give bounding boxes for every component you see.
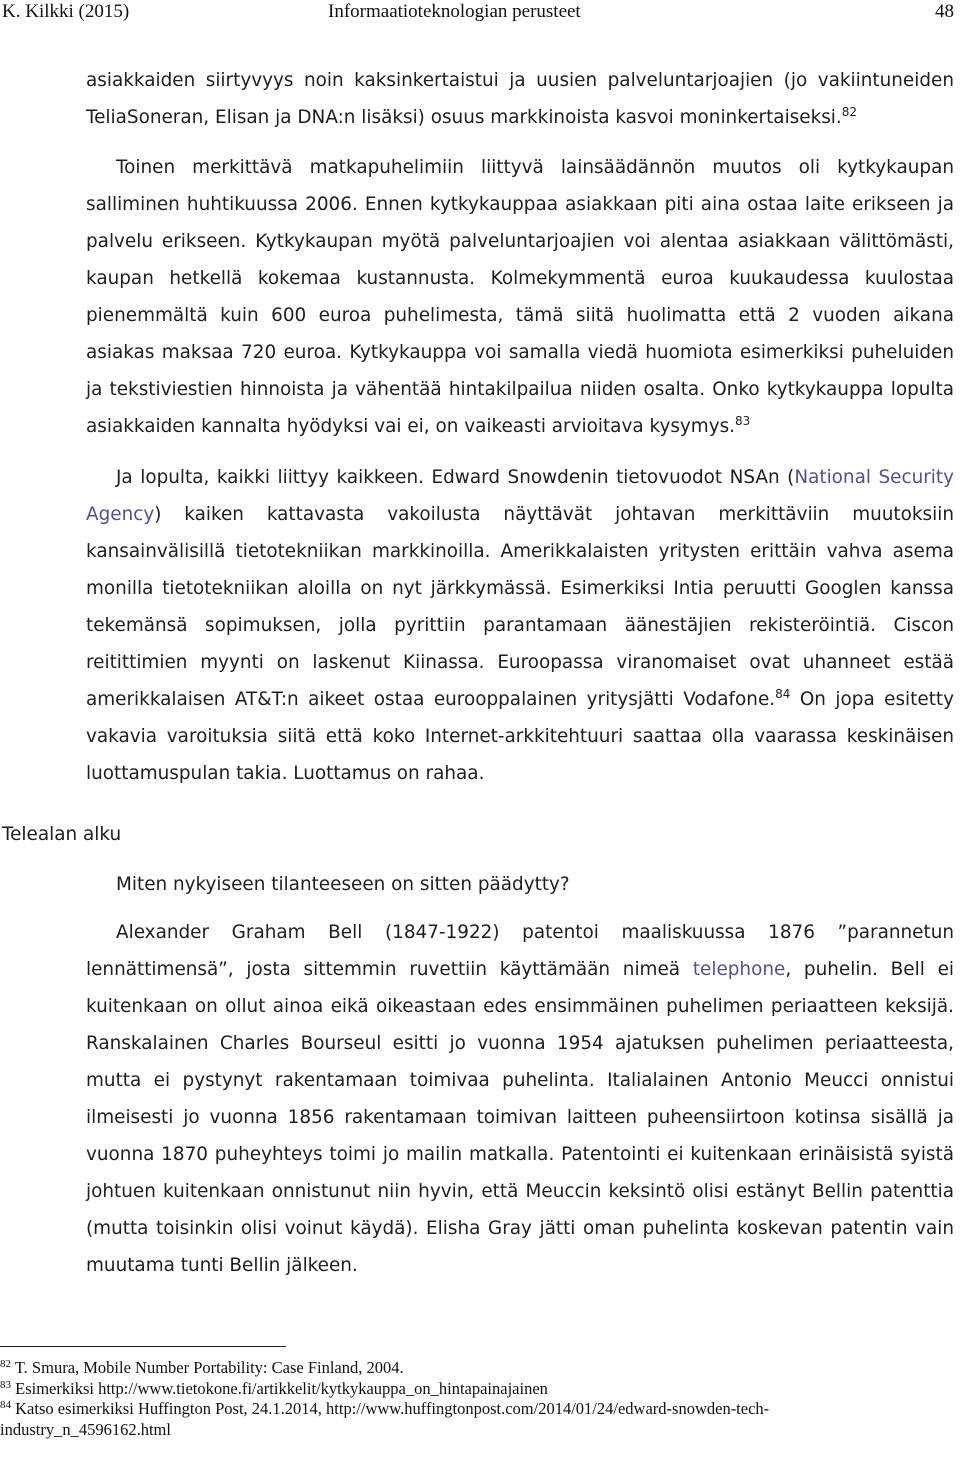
footnote-number: 84 xyxy=(0,1399,11,1411)
paragraph-4-text-b: , puhelin. Bell ei kuitenkaan on ollut ainoa eikä oikeastaan edes ensimmäinen puhelimen periaatteen keksijä. Ranskalainen Charles Bourseul esitti jo vuonna 1954 ajatuksen puhelimen periaatteesta, mutta ei pystynyt rakentamaan toimivaa puhelinta. Italialainen Antonio Meucci onnistui ilmeisesti jo vuonna 1856 rakentamaan toimivan laitteen puheensiirtoon kotinsa sisällä ja vuonna 1870 puheyhteys toimi jo mailin matkalla. Patentointi ei kuitenkaan erinäisistä syistä johtuen kuitenkaan onnistunut niin hyvin, että Meuccin keksintö olisi estänyt Bellin patenttia (mutta toisinkin olisi voinut käydä). Elisha Gray jätti oman puhelinta koskevan patentin vain muutama tunti Bellin jälkeen. xyxy=(86,959,954,1276)
footnote-divider xyxy=(0,1346,286,1347)
paragraph-3-text-a: Ja lopulta, kaikki liittyy kaikkeen. Edward Snowdenin tietovuodot NSAn ( xyxy=(116,467,795,488)
paragraph-3-text-c: On jopa esitetty vakavia varoituksia siitä että koko Internet-arkkitehtuuri saattaa olla vaarassa keskinäisen luottamuspulan takia. Luottamus on rahaa. xyxy=(86,689,954,784)
header-author: K. Kilkki (2015) xyxy=(2,1,130,22)
paragraph-1 xyxy=(86,62,954,136)
paragraph-2-text: Toinen merkittävä matkapuhelimiin liittyvä lainsäädännön muutos oli kytkykaupan salliminen huhtikuussa 2006. Ennen kytkykauppaa asiakkaan piti aina ostaa laite erikseen ja palvelu erikseen. Kytkykaupan myötä palveluntarjoajien voi alentaa asiakkaan välittömästi, kaupan hetkellä kokemaa kustannusta. Kolmekymmentä euroa kuukaudessa kuulostaa pienemmältä kuin 600 euroa puhelimesta, tämä siitä huolimatta että 2 vuoden aikana asiakas maksaa 720 euroa. Kytkykauppa voi samalla viedä huomiota esimerkiksi puheluiden ja tekstiviestien hinnoista ja vähentää hintakilpailua niiden osalta. Onko kytkykauppa lopulta asiakkaiden kannalta hyödyksi vai ei, on vaikeasti arvioitava kysymys. xyxy=(86,157,954,437)
paragraph-2 xyxy=(86,149,954,445)
footnote-number: 83 xyxy=(0,1378,11,1391)
paragraph-4 xyxy=(86,914,954,1284)
paragraph-4-text-a: Alexander Graham Bell (1847-1922) patentoi maaliskuussa 1876 ”parannetun lennättimensä”, josta sittemmin ruvettiin käyttämään nimeä xyxy=(86,922,954,980)
footnote-ref-83[interactable]: 83 xyxy=(735,414,751,428)
paragraph-3 xyxy=(86,459,954,792)
footnotes xyxy=(0,1358,940,1440)
section-label: Telealan alku xyxy=(2,824,122,845)
section-question xyxy=(86,866,954,903)
paragraph-1-text: asiakkaiden siirtyvyys noin kaksinkertaistui ja uusien palveluntarjoajien (jo vakiintuneiden TeliaSoneran, Elisan ja DNA:n lisäksi) osuus markkinoista kasvoi moninkertaiseksi. xyxy=(86,70,954,128)
footnote-84 xyxy=(0,1399,940,1440)
footnote-ref-82[interactable]: 82 xyxy=(841,105,858,119)
footnote-ref-84[interactable]: 84 xyxy=(775,687,791,701)
footnote-82 xyxy=(0,1358,940,1379)
footnote-text[interactable]: Katso esimerkiksi Huffington Post, 24.1.2014, http://www.huffingtonpost.com/2014/01/24/edward-snowden-tech-industry_n_4596162.html xyxy=(0,1399,770,1439)
question-text: Miten nykyiseen tilanteeseen on sitten päädytty? xyxy=(116,874,570,895)
footnote-83 xyxy=(0,1379,940,1400)
link-telephone[interactable]: telephone xyxy=(692,959,786,980)
page-number: 48 xyxy=(935,1,954,22)
footnote-number: 82 xyxy=(0,1358,11,1370)
link-national-security-agency[interactable]: National Security Agency xyxy=(86,467,954,525)
header-title: Informaatioteknologian perusteet xyxy=(328,1,581,22)
paragraph-3-text-b: ) kaiken kattavasta vakoilusta näyttävät johtavan merkittäviin muutoksiin kansainvälisillä tietotekniikan markkinoilla. Amerikkalaisten yritysten erittäin vahva asema monilla tietotekniikan aloilla on nyt järkkymässä. Esimerkiksi Intia peruutti Googlen kanssa tekemänsä sopimuksen, jolla pyrittiin parantamaan äänestäjien rekisteröintiä. Ciscon reitittimien myynti on laskenut Kiinassa. Euroopassa viranomaiset ovat uhanneet estää amerikkalaisen AT&T:n aikeet ostaa eurooppalainen yritysjätti Vodafone. xyxy=(86,504,954,710)
footnote-text[interactable]: Esimerkiksi http://www.tietokone.fi/artikkelit/kytkykauppa_on_hintapainajainen xyxy=(15,1378,548,1398)
footnote-text: T. Smura, Mobile Number Portability: Case Finland, 2004. xyxy=(14,1358,404,1377)
